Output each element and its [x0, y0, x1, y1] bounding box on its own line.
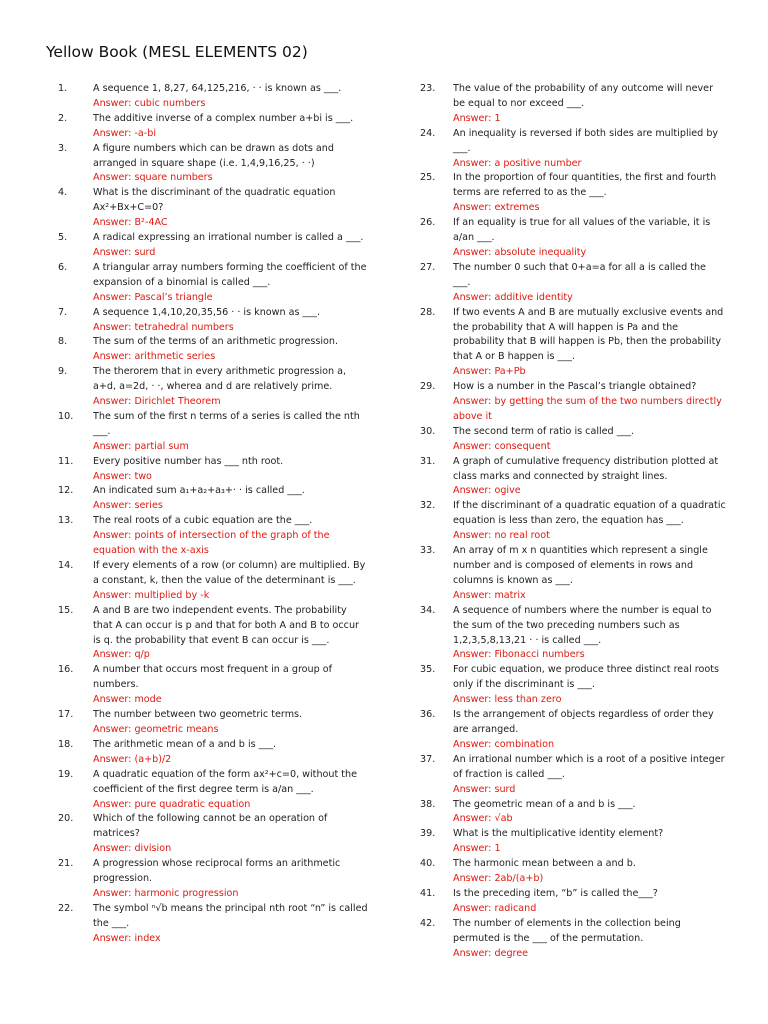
answer-prefix: Answer: [93, 127, 135, 139]
question-item [58, 708, 368, 738]
question-text: Is the arrangement of objects regardless of order they are arranged. [453, 709, 714, 735]
answer-line [93, 97, 368, 112]
answer-text: additive identity [494, 291, 573, 303]
question-item [58, 82, 368, 112]
question-number: 27. [420, 261, 436, 273]
answer-text: extremes [494, 202, 540, 214]
question-body [93, 142, 368, 187]
answer-text: q/p [134, 649, 150, 661]
question-body [93, 112, 368, 142]
answer-line [453, 529, 726, 544]
answer-line [453, 112, 726, 127]
question-item [58, 857, 368, 902]
question-item [420, 380, 726, 425]
question-item [420, 455, 726, 500]
question-text: The number 0 such that 0+a=a for all a is called the ___. [453, 261, 706, 288]
question-text: A number that occurs most frequent in a group of numbers. [93, 664, 333, 691]
question-body [93, 484, 368, 514]
answer-line [93, 798, 368, 813]
answer-prefix: Answer: [453, 783, 495, 795]
question-body [453, 887, 726, 917]
question-item [420, 798, 726, 828]
page-title: Yellow Book (MESL ELEMENTS 02) [46, 43, 308, 61]
question-item [58, 261, 368, 306]
answer-line [93, 127, 368, 142]
question-number: 33. [420, 545, 436, 557]
question-body [93, 335, 368, 365]
question-number: 40. [420, 858, 436, 870]
answer-text: Fibonacci numbers [494, 649, 585, 661]
question-item [420, 663, 726, 708]
question-body [453, 380, 726, 425]
question-number: 38. [420, 798, 436, 810]
question-item [58, 112, 368, 142]
question-text: For cubic equation, we produce three distinct real roots only if the discriminant is ___. [453, 664, 720, 691]
question-text: The number between two geometric terms. [93, 709, 303, 721]
answer-line [453, 648, 726, 663]
answer-line [93, 499, 368, 514]
answer-text: 2ab/(a+b) [494, 873, 544, 885]
question-number: 30. [420, 425, 436, 437]
answer-prefix: Answer: [93, 753, 135, 765]
answer-line [453, 395, 726, 425]
answer-line [93, 291, 368, 306]
question-item [420, 887, 726, 917]
answer-text: harmonic progression [134, 887, 239, 899]
question-text: A radical expressing an irrational number is called a ___. [93, 232, 364, 244]
answer-prefix: Answer: [93, 246, 135, 258]
question-item [58, 812, 368, 857]
answer-prefix: Answer: [93, 321, 135, 333]
answer-line [453, 693, 726, 708]
answer-text: 1 [494, 112, 501, 124]
question-item [58, 455, 368, 485]
question-number: 4. [58, 187, 68, 199]
question-item [58, 306, 368, 336]
question-text: An indicated sum a₁+a₂+a₃+· · is called ___. [93, 485, 305, 497]
answer-text: Pascal’s triangle [134, 291, 213, 303]
question-body [93, 738, 368, 768]
question-text: A progression whose reciprocal forms an arithmetic progression. [93, 858, 341, 885]
question-body [93, 663, 368, 708]
answer-text: surd [134, 246, 156, 258]
answer-prefix: Answer: [453, 530, 495, 542]
question-body [453, 216, 726, 261]
answer-line [453, 291, 726, 306]
question-body [93, 82, 368, 112]
answer-text: matrix [494, 589, 526, 601]
question-number: 8. [58, 336, 68, 348]
question-item [58, 142, 368, 187]
answer-text: radicand [494, 902, 537, 914]
answer-line [93, 589, 368, 604]
answer-line [93, 246, 368, 261]
left-question-column [58, 82, 368, 947]
question-number: 15. [58, 604, 74, 616]
answer-prefix: Answer: [93, 291, 135, 303]
answer-prefix: Answer: [453, 440, 495, 452]
answer-text: less than zero [494, 694, 562, 706]
answer-line [453, 812, 726, 827]
answer-line [453, 842, 726, 857]
answer-prefix: Answer: [453, 485, 495, 497]
question-item [420, 216, 726, 261]
question-number: 17. [58, 709, 74, 721]
answer-text: combination [494, 738, 555, 750]
answer-text: (a+b)/2 [134, 753, 172, 765]
question-number: 2. [58, 112, 68, 124]
question-body [453, 306, 726, 381]
question-text: The sum of the terms of an arithmetic progression. [93, 336, 339, 348]
answer-prefix: Answer: [93, 172, 135, 184]
answer-prefix: Answer: [453, 112, 495, 124]
answer-prefix: Answer: [453, 589, 495, 601]
answer-text: 1 [494, 843, 501, 855]
question-text: The arithmetic mean of a and b is ___. [93, 738, 277, 750]
question-body [453, 261, 726, 306]
answer-prefix: Answer: [93, 470, 135, 482]
question-body [93, 768, 368, 813]
question-item [58, 768, 368, 813]
answer-line [453, 201, 726, 216]
answer-text: cubic numbers [134, 97, 206, 109]
answer-prefix: Answer: [453, 246, 495, 258]
question-item [58, 231, 368, 261]
question-item [420, 753, 726, 798]
answer-prefix: Answer: [93, 887, 135, 899]
answer-prefix: Answer: [453, 947, 495, 959]
question-number: 22. [58, 902, 74, 914]
answer-prefix: Answer: [453, 873, 495, 885]
answer-prefix: Answer: [453, 396, 495, 408]
question-body [93, 902, 368, 947]
answer-text: by getting the sum of the two numbers directly above it [453, 396, 722, 422]
answer-text: square numbers [134, 172, 213, 184]
question-text: A graph of cumulative frequency distribution plotted at class marks and connected by straight lines. [453, 455, 719, 482]
answer-text: B²-4AC [134, 217, 168, 229]
question-item [58, 902, 368, 947]
answer-prefix: Answer: [453, 694, 495, 706]
question-number: 25. [420, 172, 436, 184]
question-body [453, 455, 726, 500]
question-number: 1. [58, 83, 68, 94]
question-body [93, 365, 368, 410]
question-text: What is the multiplicative identity element? [453, 828, 664, 840]
question-number: 41. [420, 887, 436, 899]
question-body [453, 82, 726, 127]
answer-prefix: Answer: [453, 813, 495, 825]
question-item [420, 82, 726, 127]
answer-text: surd [494, 783, 516, 795]
question-number: 18. [58, 738, 74, 750]
question-text: The value of the probability of any outcome will never be equal to nor exceed ___. [453, 83, 714, 109]
answer-prefix: Answer: [93, 351, 135, 363]
question-text: A triangular array numbers forming the coefficient of the expansion of a binomial is called ___. [93, 261, 367, 288]
question-item [420, 127, 726, 172]
question-body [93, 231, 368, 261]
answer-line [93, 753, 368, 768]
question-number: 3. [58, 142, 68, 154]
question-number: 39. [420, 828, 436, 840]
question-number: 36. [420, 709, 436, 721]
question-text: An array of m x n quantities which represent a single number and is composed of elements in rows and columns is known as ___. [453, 545, 708, 586]
answer-text: partial sum [134, 440, 189, 452]
question-item [420, 261, 726, 306]
question-number: 14. [58, 560, 74, 571]
question-item [58, 514, 368, 559]
answer-line [93, 693, 368, 708]
question-item [420, 171, 726, 216]
answer-prefix: Answer: [93, 97, 135, 109]
question-number: 26. [420, 217, 436, 229]
question-text: The geometric mean of a and b is ___. [453, 798, 636, 810]
question-body [453, 663, 726, 708]
answer-line [93, 470, 368, 485]
question-number: 13. [58, 515, 74, 527]
answer-prefix: Answer: [93, 396, 135, 408]
answer-line [453, 440, 726, 455]
question-item [58, 365, 368, 410]
question-body [453, 425, 726, 455]
question-text: A figure numbers which can be drawn as dots and arranged in square shape (i.e. 1,4,9,16,25, · ·) [93, 142, 334, 169]
answer-line [453, 484, 726, 499]
question-number: 34. [420, 604, 436, 616]
answer-prefix: Answer: [93, 530, 135, 542]
answer-text: tetrahedral numbers [134, 321, 234, 333]
answer-prefix: Answer: [453, 202, 495, 214]
answer-prefix: Answer: [93, 932, 135, 944]
answer-text: series [134, 500, 163, 512]
question-body [453, 798, 726, 828]
question-number: 29. [420, 381, 436, 393]
answer-prefix: Answer: [453, 843, 495, 855]
question-number: 12. [58, 485, 74, 497]
question-text: In the proportion of four quantities, the first and fourth terms are referred to as the ___. [453, 172, 717, 199]
question-item [420, 425, 726, 455]
question-text: Is the preceding item, “b” is called the___? [453, 887, 658, 899]
answer-line [93, 440, 368, 455]
question-number: 19. [58, 768, 74, 780]
question-item [58, 604, 368, 664]
question-body [93, 559, 368, 604]
question-text: The sum of the first n terms of a series is called the nth ___. [93, 410, 360, 437]
answer-line [453, 157, 726, 172]
answer-line [93, 395, 368, 410]
question-body [453, 544, 726, 604]
question-text: The harmonic mean between a and b. [453, 858, 636, 870]
question-text: If two events A and B are mutually exclusive events and the probability that A will happen is Pa and the probability that B will happen is Pb, then the probability that A or B happen is ___. [453, 306, 724, 363]
question-text: Every positive number has ___ nth root. [93, 455, 284, 467]
question-number: 5. [58, 232, 68, 244]
question-text: The real roots of a cubic equation are the ___. [93, 515, 313, 527]
question-body [453, 753, 726, 798]
question-text: A sequence 1,4,10,20,35,56 · · is known as ___. [93, 306, 320, 318]
question-body [453, 604, 726, 664]
question-text: A sequence of numbers where the number is equal to the sum of the two preceding numbers such as 1,2,3,5,8,13,21 · · is called ___. [453, 604, 712, 646]
question-body [93, 455, 368, 485]
answer-prefix: Answer: [93, 798, 135, 810]
answer-line [93, 723, 368, 738]
answer-text: degree [494, 947, 529, 959]
answer-prefix: Answer: [453, 291, 495, 303]
answer-line [93, 887, 368, 902]
question-text: A quadratic equation of the form ax²+c=0, without the coefficient of the first degree term is a/an ___. [93, 768, 358, 795]
question-item [420, 917, 726, 962]
question-body [93, 186, 368, 231]
answer-text: arithmetic series [134, 351, 216, 363]
answer-prefix: Answer: [93, 500, 135, 512]
question-item [420, 708, 726, 753]
question-body [453, 127, 726, 172]
question-number: 6. [58, 261, 68, 273]
question-number: 37. [420, 753, 436, 765]
answer-text: no real root [494, 530, 550, 542]
question-body [93, 604, 368, 664]
answer-prefix: Answer: [453, 738, 495, 750]
question-number: 24. [420, 127, 436, 139]
answer-prefix: Answer: [93, 217, 135, 229]
question-item [58, 335, 368, 365]
answer-prefix: Answer: [453, 157, 495, 169]
answer-prefix: Answer: [93, 440, 135, 452]
answer-prefix: Answer: [93, 843, 135, 855]
question-body [453, 171, 726, 216]
answer-prefix: Answer: [453, 366, 495, 378]
answer-line [453, 902, 726, 917]
question-number: 23. [420, 83, 436, 94]
right-question-column [420, 82, 726, 961]
question-body [93, 261, 368, 306]
question-item [58, 559, 368, 604]
question-item [420, 499, 726, 544]
question-text: How is a number in the Pascal’s triangle obtained? [453, 381, 697, 393]
question-body [453, 708, 726, 753]
answer-text: pure quadratic equation [134, 798, 251, 810]
question-text: What is the discriminant of the quadratic equation Ax²+Bx+C=0? [93, 187, 336, 214]
answer-text: ogive [494, 485, 521, 497]
question-text: An irrational number which is a root of a positive integer of fraction is called ___. [453, 753, 725, 780]
answer-line [453, 365, 726, 380]
answer-text: Pa+Pb [494, 366, 526, 378]
answer-text: Dirichlet Theorem [134, 396, 221, 408]
answer-text: mode [134, 694, 162, 706]
answer-text: consequent [494, 440, 551, 452]
question-text: The additive inverse of a complex number a+bi is ___. [93, 112, 354, 124]
answer-line [93, 932, 368, 947]
answer-text: √ab [494, 813, 513, 825]
question-item [420, 306, 726, 381]
question-item [420, 604, 726, 664]
question-item [58, 186, 368, 231]
question-item [420, 544, 726, 604]
answer-line [93, 648, 368, 663]
question-item [58, 663, 368, 708]
answer-line [93, 321, 368, 336]
answer-prefix: Answer: [93, 649, 135, 661]
answer-line [453, 783, 726, 798]
question-body [93, 812, 368, 857]
answer-text: a positive number [494, 157, 582, 169]
answer-text: division [134, 843, 172, 855]
question-item [420, 827, 726, 857]
answer-prefix: Answer: [453, 902, 495, 914]
question-body [93, 514, 368, 559]
question-item [58, 738, 368, 768]
question-item [58, 410, 368, 455]
question-number: 21. [58, 858, 74, 870]
question-body [93, 306, 368, 336]
question-text: The second term of ratio is called ___. [453, 425, 635, 437]
question-number: 11. [58, 455, 74, 467]
question-body [453, 499, 726, 544]
answer-text: two [134, 470, 152, 482]
question-text: A and B are two independent events. The probability that A can occur is p and that for both A and B to occur is q. the probability that event B can occur is ___. [93, 604, 359, 646]
answer-text: geometric means [134, 723, 219, 735]
question-body [453, 827, 726, 857]
answer-prefix: Answer: [93, 589, 135, 601]
question-number: 31. [420, 455, 436, 467]
answer-line [453, 246, 726, 261]
question-item [58, 484, 368, 514]
question-body [93, 410, 368, 455]
answer-line [93, 216, 368, 231]
answer-line [453, 872, 726, 887]
question-text: If an equality is true for all values of the variable, it is a/an ___. [453, 217, 711, 244]
question-body [453, 917, 726, 962]
question-number: 9. [58, 366, 68, 378]
answer-prefix: Answer: [453, 649, 495, 661]
answer-prefix: Answer: [93, 694, 135, 706]
answer-line [93, 529, 368, 559]
question-number: 35. [420, 664, 436, 676]
answer-line [93, 350, 368, 365]
question-text: If every elements of a row (or column) are multiplied. By a constant, k, then the value of the determinant is ___. [93, 560, 366, 586]
answer-line [453, 738, 726, 753]
question-number: 10. [58, 410, 74, 422]
question-number: 7. [58, 306, 68, 318]
answer-text: absolute inequality [494, 246, 587, 258]
question-item [420, 857, 726, 887]
question-text: If the discriminant of a quadratic equation of a quadratic equation is less than zero, the equation has ___. [453, 500, 726, 527]
question-number: 42. [420, 917, 436, 929]
question-text: The therorem that in every arithmetic progression a, a+d, a=2d, · ·, wherea and d are relatively prime. [93, 366, 347, 393]
question-body [93, 708, 368, 738]
answer-text: multiplied by -k [134, 589, 210, 601]
answer-text: -a-bi [134, 127, 157, 139]
question-number: 16. [58, 664, 74, 676]
question-text: Which of the following cannot be an operation of matrices? [93, 813, 328, 840]
answer-line [93, 842, 368, 857]
answer-text: points of intersection of the graph of the equation with the x-axis [93, 530, 330, 557]
answer-text: index [134, 932, 161, 944]
answer-line [453, 947, 726, 962]
question-number: 20. [58, 813, 74, 825]
question-text: An inequality is reversed if both sides are multiplied by ___. [453, 127, 719, 154]
question-number: 28. [420, 306, 436, 318]
question-text: The number of elements in the collection being permuted is the ___ of the permutation. [453, 917, 681, 944]
question-number: 32. [420, 500, 436, 512]
answer-prefix: Answer: [93, 723, 135, 735]
question-text: The symbol ⁿ√b means the principal nth root “n” is called the ___. [93, 902, 368, 929]
question-body [453, 857, 726, 887]
question-text: A sequence 1, 8,27, 64,125,216, · · is known as ___. [93, 83, 342, 94]
answer-line [93, 171, 368, 186]
question-body [93, 857, 368, 902]
answer-line [453, 589, 726, 604]
